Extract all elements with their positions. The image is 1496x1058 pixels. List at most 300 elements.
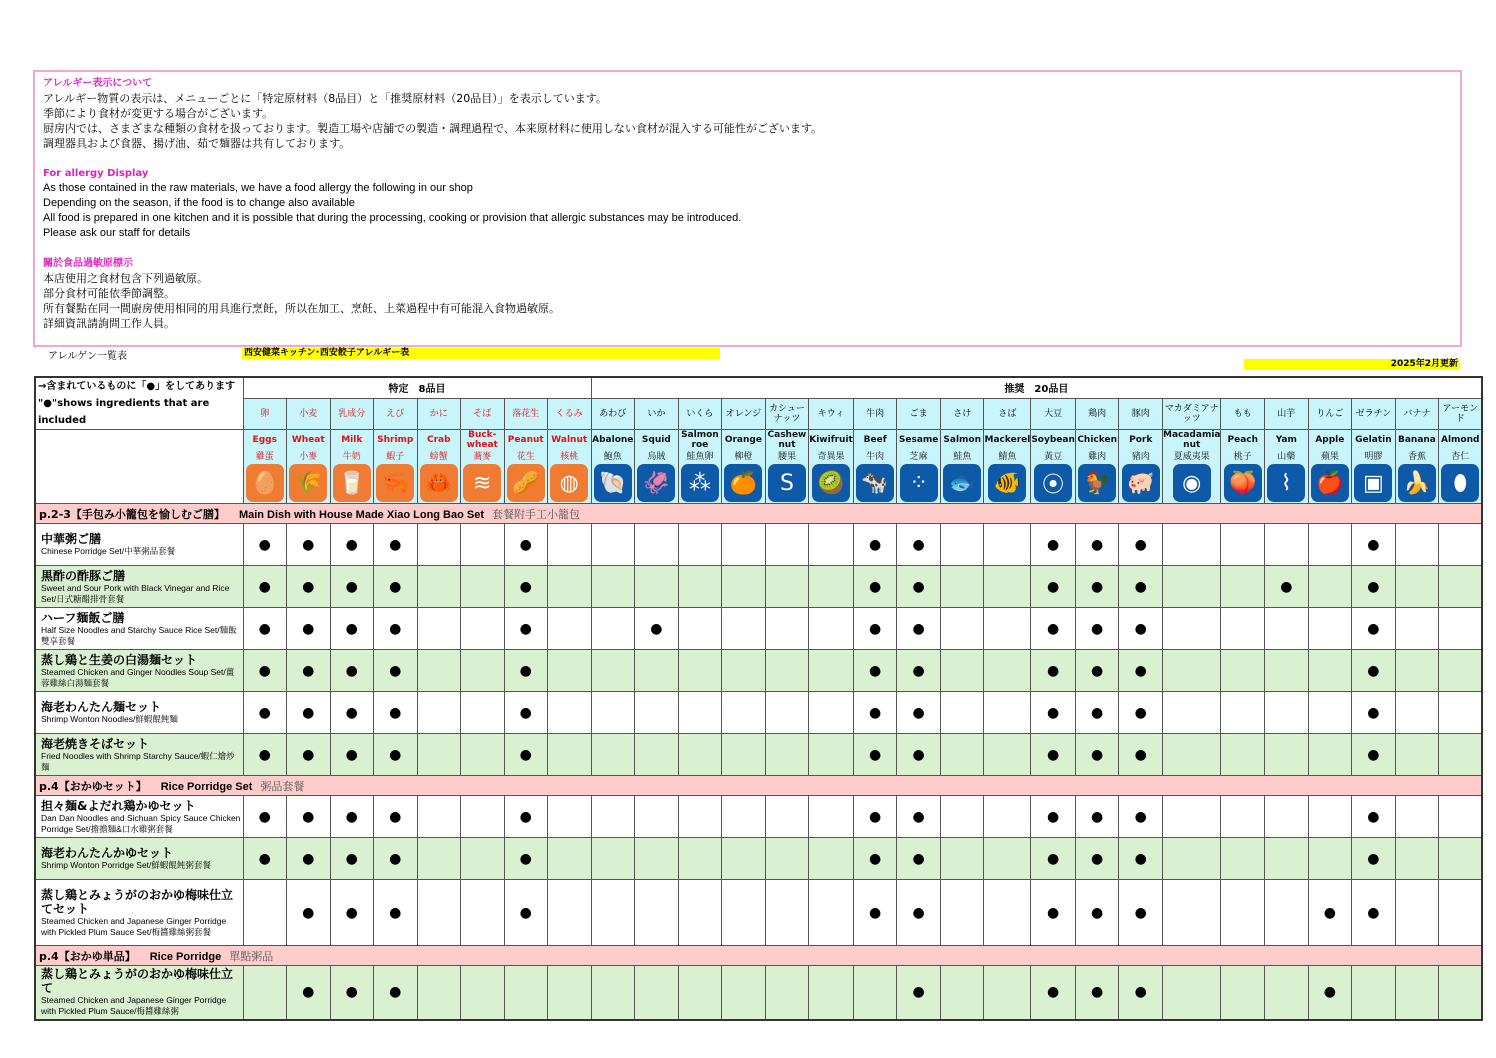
contains-dot: ●: [504, 524, 548, 566]
allergen-cell: [1439, 692, 1483, 734]
allergen-cell: [765, 880, 809, 946]
section-title-jp: p.4【おかゆセット】: [39, 779, 147, 793]
contains-dot: ●: [853, 880, 897, 946]
allergen-en-name: Squid: [641, 435, 671, 445]
allergen-cell: [1395, 650, 1439, 692]
contains-dot: ●: [287, 838, 331, 880]
contains-dot: ●: [330, 650, 374, 692]
contains-dot: ●: [504, 566, 548, 608]
allergen-jp-name: カシューナッツ: [765, 398, 809, 429]
allergen-cell: [1162, 524, 1221, 566]
allergen-zh-name: 桃子: [1233, 452, 1252, 462]
contains-dot: ●: [1031, 734, 1076, 776]
contains-dot: ●: [287, 524, 331, 566]
allergen-cell: [1221, 608, 1265, 650]
contains-dot: ●: [374, 880, 418, 946]
contains-dot: ●: [287, 966, 331, 1020]
allergen-header-walnut: [548, 430, 592, 504]
cashew-icon: S: [768, 464, 806, 502]
allergen-cell: [678, 608, 722, 650]
notice-jp-line: 季節により食材が変更する場合がございます。: [43, 107, 274, 120]
contains-dot: ●: [1075, 692, 1119, 734]
allergen-cell: [984, 650, 1031, 692]
allergen-en-name: Milk: [341, 435, 363, 445]
allergen-cell: [1395, 734, 1439, 776]
allergen-en-name: Buck-wheat: [466, 430, 498, 450]
contains-dot: ●: [1352, 566, 1396, 608]
allergen-cell: [809, 650, 854, 692]
allergen-header-wheat: [287, 430, 331, 504]
menu-item-name: [35, 692, 243, 734]
allergen-en-name: Walnut: [551, 435, 588, 445]
pig-icon: 🐖: [1122, 464, 1160, 502]
allergen-cell: [722, 650, 766, 692]
contains-dot: ●: [243, 796, 287, 838]
allergen-cell: [984, 608, 1031, 650]
contains-dot: ●: [1308, 966, 1352, 1020]
table-row: [35, 796, 1482, 838]
allergen-cell: [417, 692, 461, 734]
contains-dot: ●: [287, 880, 331, 946]
allergen-en-name: Soybean: [1031, 435, 1075, 445]
table-row: [35, 838, 1482, 880]
allergen-zh-name: 牛肉: [866, 452, 885, 462]
allergen-cell: [1162, 734, 1221, 776]
contains-dot: ●: [330, 966, 374, 1020]
contains-dot: ●: [1031, 692, 1076, 734]
allergen-zh-name: 芝麻: [909, 452, 928, 462]
allergen-cell: [1221, 734, 1265, 776]
allergen-cell: [548, 734, 592, 776]
allergen-cell: [678, 838, 722, 880]
contains-dot: ●: [897, 650, 941, 692]
contains-dot: ●: [374, 734, 418, 776]
allergen-cell: [722, 566, 766, 608]
blank-header-cell: [35, 430, 243, 504]
allergen-cell: [1162, 650, 1221, 692]
allergen-zh-name: 山藥: [1277, 452, 1296, 462]
allergen-jp-name: 乳成分: [330, 398, 374, 429]
shrimp-icon: 🦐: [376, 464, 414, 502]
contains-dot: ●: [504, 838, 548, 880]
allergen-cell: [591, 692, 635, 734]
allergen-header-orange: [722, 430, 766, 504]
allergen-cell: [1162, 838, 1221, 880]
allergen-cell: [1308, 796, 1352, 838]
allergen-jp-name: 小麦: [287, 398, 331, 429]
cow-icon: 🐄: [856, 464, 894, 502]
table-row: [35, 650, 1482, 692]
allergen-jp-name: アーモンド: [1439, 398, 1483, 429]
allergen-cell: [984, 966, 1031, 1020]
allergen-cell: [243, 966, 287, 1020]
contains-dot: ●: [853, 650, 897, 692]
mackerel-icon: 🐠: [988, 464, 1026, 502]
contains-dot: ●: [1075, 524, 1119, 566]
contains-dot: ●: [897, 566, 941, 608]
table-row: [35, 966, 1482, 1020]
menu-item-name: [35, 880, 243, 946]
contains-dot: ●: [1031, 524, 1076, 566]
allergen-cell: [461, 838, 505, 880]
contains-dot: ●: [330, 796, 374, 838]
contains-dot: ●: [243, 566, 287, 608]
allergen-cell: [678, 734, 722, 776]
section-title-zh: 套餐附手工小籠包: [492, 507, 581, 521]
allergen-cell: [722, 524, 766, 566]
allergen-header-salmon-roe: [678, 430, 722, 504]
contains-dot: ●: [853, 566, 897, 608]
contains-dot: ●: [287, 692, 331, 734]
allergen-zh-name: 鮑魚: [603, 452, 622, 462]
section-header: [35, 946, 1482, 966]
allergen-cell: [765, 692, 809, 734]
contains-dot: ●: [1352, 734, 1396, 776]
allergen-cell: [853, 966, 897, 1020]
allergen-zh-name: 明膠: [1364, 452, 1383, 462]
notice-zh-line: 部分食材可能依季節調整。: [43, 287, 175, 300]
allergen-cell: [591, 566, 635, 608]
section-title-jp: p.4【おかゆ単品】: [39, 949, 136, 963]
allergen-zh-name: 鯖魚: [998, 452, 1017, 462]
allergen-cell: [940, 880, 984, 946]
allergen-header-soybean: [1031, 430, 1076, 504]
apple-icon: 🍎: [1311, 464, 1349, 502]
chicken-icon: 🐓: [1078, 464, 1116, 502]
allergen-cell: [635, 566, 679, 608]
allergen-cell: [1439, 650, 1483, 692]
allergen-cell: [678, 524, 722, 566]
contains-dot: ●: [897, 880, 941, 946]
allergen-cell: [765, 650, 809, 692]
contains-dot: ●: [897, 734, 941, 776]
allergen-en-name: Sesame: [898, 435, 939, 445]
notice-zh-heading: 關於食品過敏原標示: [43, 258, 133, 269]
salmon-roe-icon: ⁂: [681, 464, 719, 502]
menu-item-sub: Steamed Chicken and Japanese Ginger Porridge with Pickled Plum Sauce/梅醬雞絲粥: [41, 995, 227, 1017]
allergen-cell: [809, 734, 854, 776]
contains-dot: ●: [897, 524, 941, 566]
table-row: [35, 566, 1482, 608]
allergen-cell: [984, 692, 1031, 734]
contains-dot: ●: [504, 734, 548, 776]
contains-dot: ●: [897, 692, 941, 734]
allergen-jp-name: 大豆: [1031, 398, 1076, 429]
allergen-jp-name: 卵: [243, 398, 287, 429]
contains-dot: ●: [853, 524, 897, 566]
allergen-cell: [1439, 880, 1483, 946]
contains-dot: ●: [1308, 880, 1352, 946]
allergen-en-name: Cashew nut: [767, 430, 807, 450]
allergen-header-almond: [1439, 430, 1483, 504]
allergen-header-yam: [1265, 430, 1309, 504]
allergen-zh-name: 杏仁: [1451, 452, 1470, 462]
allergen-cell: [417, 650, 461, 692]
allergen-en-name: Crab: [426, 435, 451, 445]
menu-item-name: [35, 966, 243, 1020]
allergen-cell: [940, 692, 984, 734]
allergen-cell: [1395, 566, 1439, 608]
allergen-cell: [635, 838, 679, 880]
allergen-en-name: Apple: [1315, 435, 1345, 445]
allergen-cell: [1439, 796, 1483, 838]
allergen-zh-name: 雞蛋: [255, 452, 274, 462]
menu-item-jp: ハーフ麺飯ご膳: [41, 610, 125, 625]
legend-cell: [35, 377, 243, 430]
menu-item-sub: Shrimp Wonton Noodles/鮮蝦餛飩麵: [41, 714, 178, 724]
allergen-cell: [1162, 566, 1221, 608]
table-row: [35, 734, 1482, 776]
allergen-header-pork: [1119, 430, 1163, 504]
allergen-cell: [548, 608, 592, 650]
contains-dot: ●: [330, 838, 374, 880]
menu-item-name: [35, 608, 243, 650]
allergen-cell: [809, 966, 854, 1020]
allergen-cell: [722, 734, 766, 776]
allergen-en-name: Salmon roe: [681, 430, 719, 450]
contains-dot: ●: [330, 692, 374, 734]
allergen-en-name: Eggs: [252, 435, 277, 445]
allergen-cell: [635, 650, 679, 692]
allergen-en-name: Gelatin: [1355, 435, 1392, 445]
allergen-cell: [1439, 608, 1483, 650]
allergen-en-name: Orange: [724, 435, 762, 445]
allergen-cell: [1395, 838, 1439, 880]
allergen-en-name: Shrimp: [377, 435, 414, 445]
menu-item-jp: 海老わんたん麺セット: [41, 700, 162, 714]
allergen-jp-name: そば: [461, 398, 505, 429]
allergen-cell: [548, 796, 592, 838]
allergen-header-squid: [635, 430, 679, 504]
allergen-cell: [1162, 880, 1221, 946]
allergen-cell: [461, 524, 505, 566]
contains-dot: ●: [897, 966, 941, 1020]
allergen-jp-name: 牛肉: [853, 398, 897, 429]
contains-dot: ●: [1265, 566, 1309, 608]
table-row: [35, 524, 1482, 566]
salmon-icon: 🐟: [943, 464, 981, 502]
allergen-cell: [635, 524, 679, 566]
allergen-jp-name: キウィ: [809, 398, 854, 429]
notice-en-line: All food is prepared in one kitchen and it is possible that during the processing, cooking or provision that allergic substances may be introduced.: [43, 212, 742, 224]
allergen-cell: [1395, 608, 1439, 650]
walnut-icon: ◍: [550, 464, 588, 502]
contains-dot: ●: [1031, 838, 1076, 880]
allergen-header-peanut: [504, 430, 548, 504]
contains-dot: ●: [1352, 880, 1396, 946]
contains-dot: ●: [287, 650, 331, 692]
contains-dot: ●: [374, 566, 418, 608]
allergen-cell: [1439, 966, 1483, 1020]
notice-zh-line: 所有餐點在同一間廚房使用相同的用具進行烹飪，所以在加工、烹飪、上菜過程中有可能混入食物過敏原。: [43, 302, 560, 315]
squid-icon: 🦑: [637, 464, 675, 502]
allergen-jp-name: かに: [417, 398, 461, 429]
allergen-jp-name: えび: [374, 398, 418, 429]
allergen-cell: [678, 566, 722, 608]
allergen-cell: [548, 650, 592, 692]
contains-dot: ●: [1075, 796, 1119, 838]
menu-item-sub: Steamed Chicken and Japanese Ginger Porridge with Pickled Plum Sauce Set/梅醬雞絲粥套餐: [41, 915, 227, 937]
allergen-cell: [461, 692, 505, 734]
allergen-zh-name: 雞肉: [1088, 452, 1107, 462]
allergen-cell: [635, 880, 679, 946]
allergen-cell: [722, 838, 766, 880]
menu-item-sub: Shrimp Wonton Porridge Set/鮮蝦餛飩粥套餐: [41, 860, 211, 870]
contains-dot: ●: [374, 692, 418, 734]
allergen-cell: [635, 734, 679, 776]
menu-item-sub: Steamed Chicken and Ginger Noodles Soup Set/薑蓉雞絲白湯麵套餐: [41, 666, 235, 688]
contains-dot: ●: [243, 838, 287, 880]
menu-item-sub: Sweet and Sour Pork with Black Vinegar and Rice Set/日式糖醋排骨套餐: [41, 582, 230, 604]
allergen-en-name: Peach: [1227, 435, 1259, 445]
allergen-jp-name: 落花生: [504, 398, 548, 429]
allergen-cell: [809, 608, 854, 650]
contains-dot: ●: [1075, 650, 1119, 692]
allergen-header-salmon: [940, 430, 984, 504]
allergen-en-name: Kiwifruit: [809, 435, 853, 445]
allergen-cell: [1308, 734, 1352, 776]
allergen-cell: [1162, 796, 1221, 838]
contains-dot: ●: [1119, 692, 1163, 734]
table-row: [35, 880, 1482, 946]
allergen-cell: [940, 566, 984, 608]
contains-dot: ●: [1119, 734, 1163, 776]
allergen-cell: [1221, 692, 1265, 734]
allergen-cell: [1352, 966, 1396, 1020]
allergen-zh-name: 小麥: [299, 452, 318, 462]
contains-dot: ●: [1075, 566, 1119, 608]
allergen-cell: [417, 796, 461, 838]
allergen-header-mackerel: [984, 430, 1031, 504]
contains-dot: ●: [330, 566, 374, 608]
allergen-cell: [984, 838, 1031, 880]
allergen-zh-name: 香蕉: [1407, 452, 1426, 462]
allergen-cell: [678, 650, 722, 692]
allergen-header-peach: [1221, 430, 1265, 504]
allergen-cell: [940, 524, 984, 566]
kiwi-icon: 🥝: [812, 464, 850, 502]
allergen-cell: [1221, 966, 1265, 1020]
contains-dot: ●: [1119, 608, 1163, 650]
contains-dot: ●: [504, 608, 548, 650]
allergen-cell: [1221, 650, 1265, 692]
allergen-cell: [765, 838, 809, 880]
section-title-zh: 粥品套餐: [260, 779, 305, 793]
allergen-cell: [1221, 796, 1265, 838]
contains-dot: ●: [853, 796, 897, 838]
allergen-cell: [461, 880, 505, 946]
allergen-zh-name: 烏賊: [647, 452, 666, 462]
menu-item-name: [35, 734, 243, 776]
allergen-en-name: Wheat: [291, 435, 325, 445]
allergen-zh-name: 奇異果: [817, 452, 845, 462]
peanut-icon: 🥜: [507, 464, 545, 502]
allergen-cell: [984, 734, 1031, 776]
menu-item-jp: 蒸し鶏とみょうがのおかゆ梅味仕立て: [41, 967, 234, 996]
allergen-jp-name: ごま: [897, 398, 941, 429]
section-title-en: Main Dish with House Made Xiao Long Bao Set: [238, 508, 485, 521]
allergen-cell: [548, 692, 592, 734]
orange-icon: 🍊: [724, 464, 762, 502]
allergen-cell: [940, 796, 984, 838]
allergen-cell: [765, 796, 809, 838]
notice-zh-line: 詳細資訊請詢問工作人員。: [43, 317, 175, 330]
yam-icon: ⌇: [1267, 464, 1305, 502]
contains-dot: ●: [1352, 692, 1396, 734]
contains-dot: ●: [287, 608, 331, 650]
allergen-cell: [635, 692, 679, 734]
allergen-zh-name: 鮭魚: [953, 452, 972, 462]
allergen-header-chicken: [1075, 430, 1119, 504]
allergen-cell: [1439, 734, 1483, 776]
contains-dot: ●: [243, 734, 287, 776]
updated-date: 2025年2月更新: [1244, 359, 1460, 370]
contains-dot: ●: [374, 838, 418, 880]
allergen-cell: [1308, 692, 1352, 734]
notice-jp-line: 調理器具および食器、揚げ油、茹で麺器は共有しております。: [43, 137, 351, 150]
allergen-cell: [591, 796, 635, 838]
contains-dot: ●: [1075, 880, 1119, 946]
allergen-cell: [1395, 966, 1439, 1020]
allergen-cell: [765, 608, 809, 650]
contains-dot: ●: [1119, 966, 1163, 1020]
menu-item-jp: 担々麺&よだれ鶏かゆセット: [41, 798, 196, 813]
allergen-cell: [809, 524, 854, 566]
allergen-cell: [1221, 838, 1265, 880]
allergen-cell: [1265, 880, 1309, 946]
milk-icon: 🥛: [333, 464, 371, 502]
allergen-cell: [591, 838, 635, 880]
allergen-cell: [1265, 692, 1309, 734]
allergen-cell: [765, 966, 809, 1020]
contains-dot: ●: [1352, 524, 1396, 566]
contains-dot: ●: [243, 608, 287, 650]
allergen-header-buck-wheat: [461, 430, 505, 504]
allergen-cell: [1265, 524, 1309, 566]
table-row: [35, 692, 1482, 734]
allergen-cell: [809, 692, 854, 734]
allergen-cell: [940, 838, 984, 880]
allergen-cell: [1439, 524, 1483, 566]
section-title-jp: p.2-3【手包み小籠包を愉しむご膳】: [39, 507, 225, 521]
contains-dot: ●: [330, 880, 374, 946]
allergen-cell: [678, 796, 722, 838]
allergen-header-shrimp: [374, 430, 418, 504]
allergen-cell: [809, 796, 854, 838]
contains-dot: ●: [1352, 650, 1396, 692]
contains-dot: ●: [1031, 966, 1076, 1020]
contains-dot: ●: [504, 650, 548, 692]
contains-dot: ●: [1119, 566, 1163, 608]
contains-dot: ●: [330, 608, 374, 650]
contains-dot: ●: [374, 650, 418, 692]
allergen-header-crab: [417, 430, 461, 504]
contains-dot: ●: [635, 608, 679, 650]
allergen-zh-name: 螃蟹: [429, 452, 448, 462]
allergen-cell: [678, 880, 722, 946]
group-specified-header: 特定 8品目: [243, 377, 591, 398]
allergen-cell: [1265, 838, 1309, 880]
allergen-cell: [591, 608, 635, 650]
allergen-jp-name: バナナ: [1395, 398, 1439, 429]
buckwheat-icon: ≋: [463, 464, 501, 502]
allergen-en-name: Pork: [1129, 435, 1153, 445]
menu-item-sub: Chinese Porridge Set/中華粥品套餐: [41, 546, 176, 556]
contains-dot: ●: [243, 692, 287, 734]
allergen-cell: [765, 734, 809, 776]
contains-dot: ●: [1031, 880, 1076, 946]
allergen-cell: [591, 650, 635, 692]
